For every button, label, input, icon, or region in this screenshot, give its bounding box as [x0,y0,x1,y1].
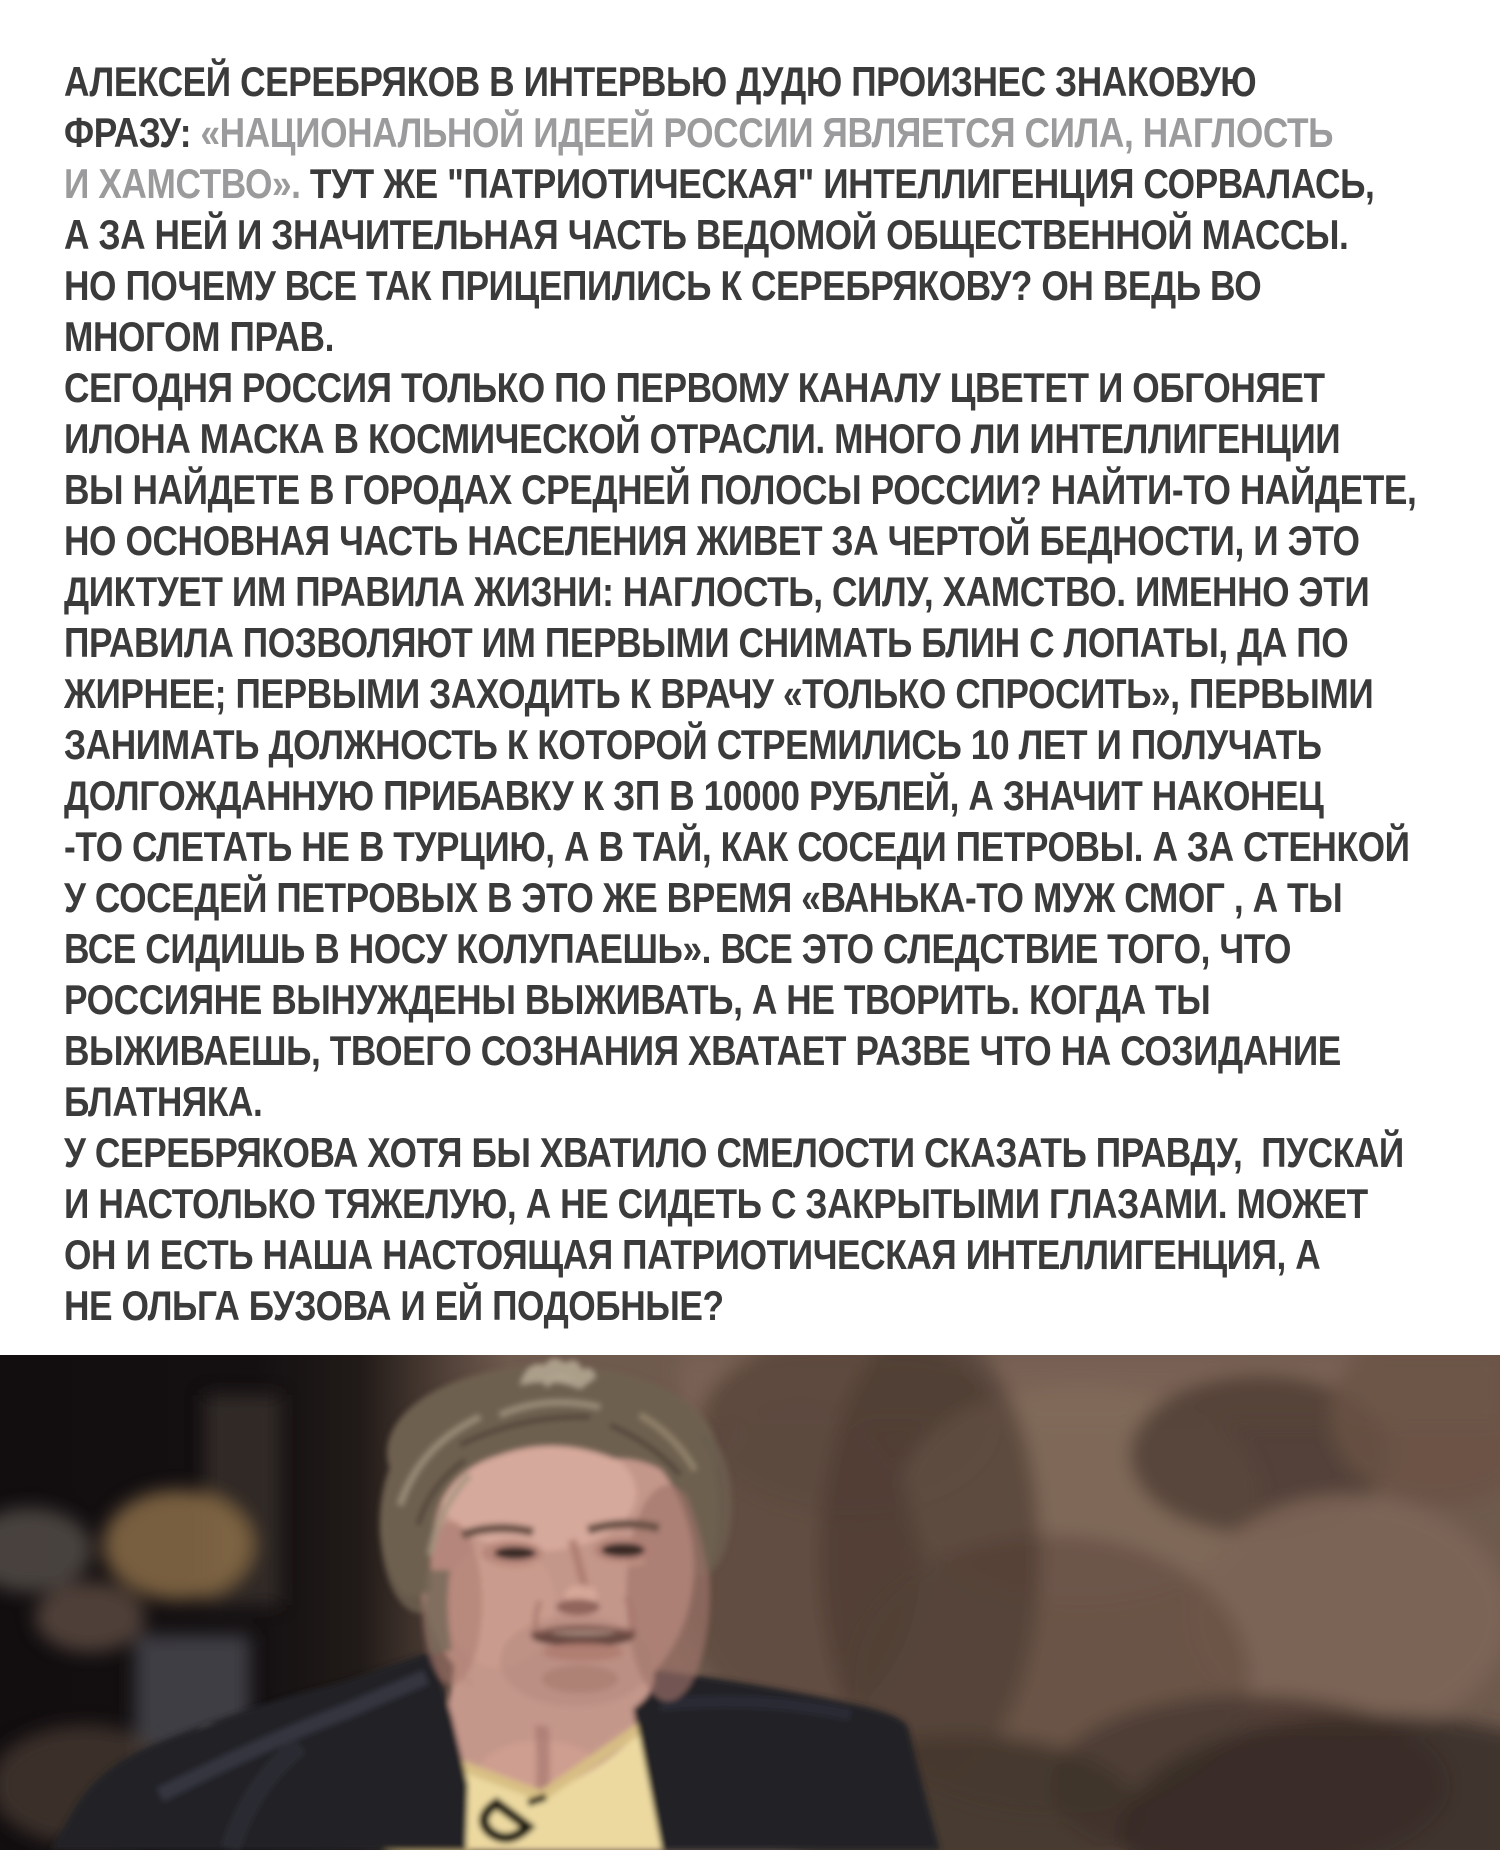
article-text-segment: У СОСЕДЕЙ ПЕТРОВЫХ В ЭТО ЖЕ ВРЕМЯ «ВАНЬКА-ТО МУЖ СМОГ , А ТЫ [64,874,1343,921]
text-line [64,209,1349,260]
article-text-segment: БЛАТНЯКА. [64,1078,263,1125]
text-line [64,821,1410,872]
article-text-segment: СЕГОДНЯ РОССИЯ ТОЛЬКО ПО ПЕРВОМУ КАНАЛУ ЦВЕТЕТ И ОБГОНЯЕТ [64,364,1325,411]
article-text-segment: ОН И ЕСТЬ НАША НАСТОЯЩАЯ ПАТРИОТИЧЕСКАЯ ИНТЕЛЛИГЕНЦИЯ, А [64,1231,1321,1278]
text-line [64,158,1375,209]
sideburn [425,1570,452,1655]
stubble [500,1615,652,1707]
eye-left [494,1547,536,1560]
article-text-segment: ДИКТУЕТ ИМ ПРАВИЛА ЖИЗНИ: НАГЛОСТЬ, СИЛУ, ХАМСТВО. ИМЕННО ЭТИ [64,568,1370,615]
article-text-segment: НЕ ОЛЬГА БУЗОВА И ЕЙ ПОДОБНЫЕ? [64,1282,724,1329]
text-line [64,617,1349,668]
text-line [64,464,1417,515]
article-text-segment: ДОЛГОЖДАННУЮ ПРИБАВКУ К ЗП В 10000 РУБЛЕЙ, А ЗНАЧИТ НАКОНЕЦ [64,772,1324,819]
article-text-segment: МНОГОМ ПРАВ. [64,313,334,360]
text-line [64,107,1334,158]
article-text-segment: ВСЕ СИДИШЬ В НОСУ КОЛУПАЕШЬ». ВСЕ ЭТО СЛЕДСТВИЕ ТОГО, ЧТО [64,925,1292,972]
article-text-segment: ВЫЖИВАЕШЬ, ТВОЕГО СОЗНАНИЯ ХВАТАЕТ РАЗВЕ ЧТО НА СОЗИДАНИЕ [64,1027,1341,1074]
text-line [64,56,1270,107]
text-line [64,1178,1368,1229]
text-line [64,770,1324,821]
article-text-segment: ЖИРНЕЕ; ПЕРВЫМИ ЗАХОДИТЬ К ВРАЧУ «ТОЛЬКО СПРОСИТЬ», ПЕРВЫМИ [64,670,1374,717]
text-line [64,1076,1270,1127]
photo-still [0,1355,1500,1850]
article-text-segment: ЗАНИМАТЬ ДОЛЖНОСТЬ К КОТОРОЙ СТРЕМИЛИСЬ 10 ЛЕТ И ПОЛУЧАТЬ [64,721,1322,768]
article-text-segment: ВЫ НАЙДЕТЕ В ГОРОДАХ СРЕДНЕЙ ПОЛОСЫ РОССИИ? НАЙТИ-ТО НАЙДЕТЕ, [64,466,1417,513]
article-text-segment: И НАСТОЛЬКО ТЯЖЕЛУЮ, А НЕ СИДЕТЬ С ЗАКРЫТЫМИ ГЛАЗАМИ. МОЖЕТ [64,1180,1368,1227]
highlighted-quote-text: «НАЦИОНАЛЬНОЙ ИДЕЕЙ РОССИИ ЯВЛЯЕТСЯ СИЛА, НАГЛОСТЬ [200,109,1334,156]
eye-right [601,1543,645,1557]
article-text-segment: НО ОСНОВНАЯ ЧАСТЬ НАСЕЛЕНИЯ ЖИВЕТ ЗА ЧЕРТОЙ БЕДНОСТИ, И ЭТО [64,517,1360,564]
text-line [64,362,1325,413]
article-text-segment: АЛЕКСЕЙ СЕРЕБРЯКОВ В ИНТЕРВЬЮ ДУДЮ ПРОИЗНЕС ЗНАКОВУЮ [64,58,1257,105]
article-text-segment: -ТО СЛЕТАТЬ НЕ В ТУРЦИЮ, А В ТАЙ, КАК СОСЕДИ ПЕТРОВЫ. А ЗА СТЕНКОЙ [64,823,1410,870]
text-line [64,1025,1341,1076]
article-text-segment: ТУТ ЖЕ "ПАТРИОТИЧЕСКАЯ" ИНТЕЛЛИГЕНЦИЯ СОРВАЛАСЬ, [309,160,1375,207]
article-text-segment: А ЗА НЕЙ И ЗНАЧИТЕЛЬНАЯ ЧАСТЬ ВЕДОМОЙ ОБЩЕСТВЕННОЙ МАССЫ. [64,211,1349,258]
text-line [64,974,1270,1025]
text-line [64,566,1370,617]
article-text-segment: ПРАВИЛА ПОЗВОЛЯЮТ ИМ ПЕРВЫМИ СНИМАТЬ БЛИН С ЛОПАТЫ, ДА ПО [64,619,1349,666]
text-line [64,1127,1404,1178]
highlighted-quote-text: И ХАМСТВО». [64,160,310,207]
photo-illustration [0,1355,1500,1850]
text-line [64,413,1341,464]
article-text-segment: ИЛОНА МАСКА В КОСМИЧЕСКОЙ ОТРАСЛИ. МНОГО ЛИ ИНТЕЛЛИГЕНЦИИ [64,415,1341,462]
article-text-segment: РОССИЯНЕ ВЫНУЖДЕНЫ ВЫЖИВАТЬ, А НЕ ТВОРИТЬ. КОГДА ТЫ [64,976,1211,1023]
text-line [64,719,1322,770]
text-line [64,923,1292,974]
article-text-segment: ФРАЗУ: [64,109,201,156]
article-text-segment: НО ПОЧЕМУ ВСЕ ТАК ПРИЦЕПИЛИСЬ К СЕРЕБРЯКОВУ? ОН ВЕДЬ ВО [64,262,1262,309]
text-line [64,515,1360,566]
text-line [64,260,1270,311]
text-line [64,1280,1270,1331]
text-line [64,872,1343,923]
text-line [64,1229,1321,1280]
article-text-segment: У СЕРЕБРЯКОВА ХОТЯ БЫ ХВАТИЛО СМЕЛОСТИ СКАЗАТЬ ПРАВДУ, ПУСКАЙ [64,1129,1404,1176]
text-line [64,668,1374,719]
text-line [64,311,1270,362]
